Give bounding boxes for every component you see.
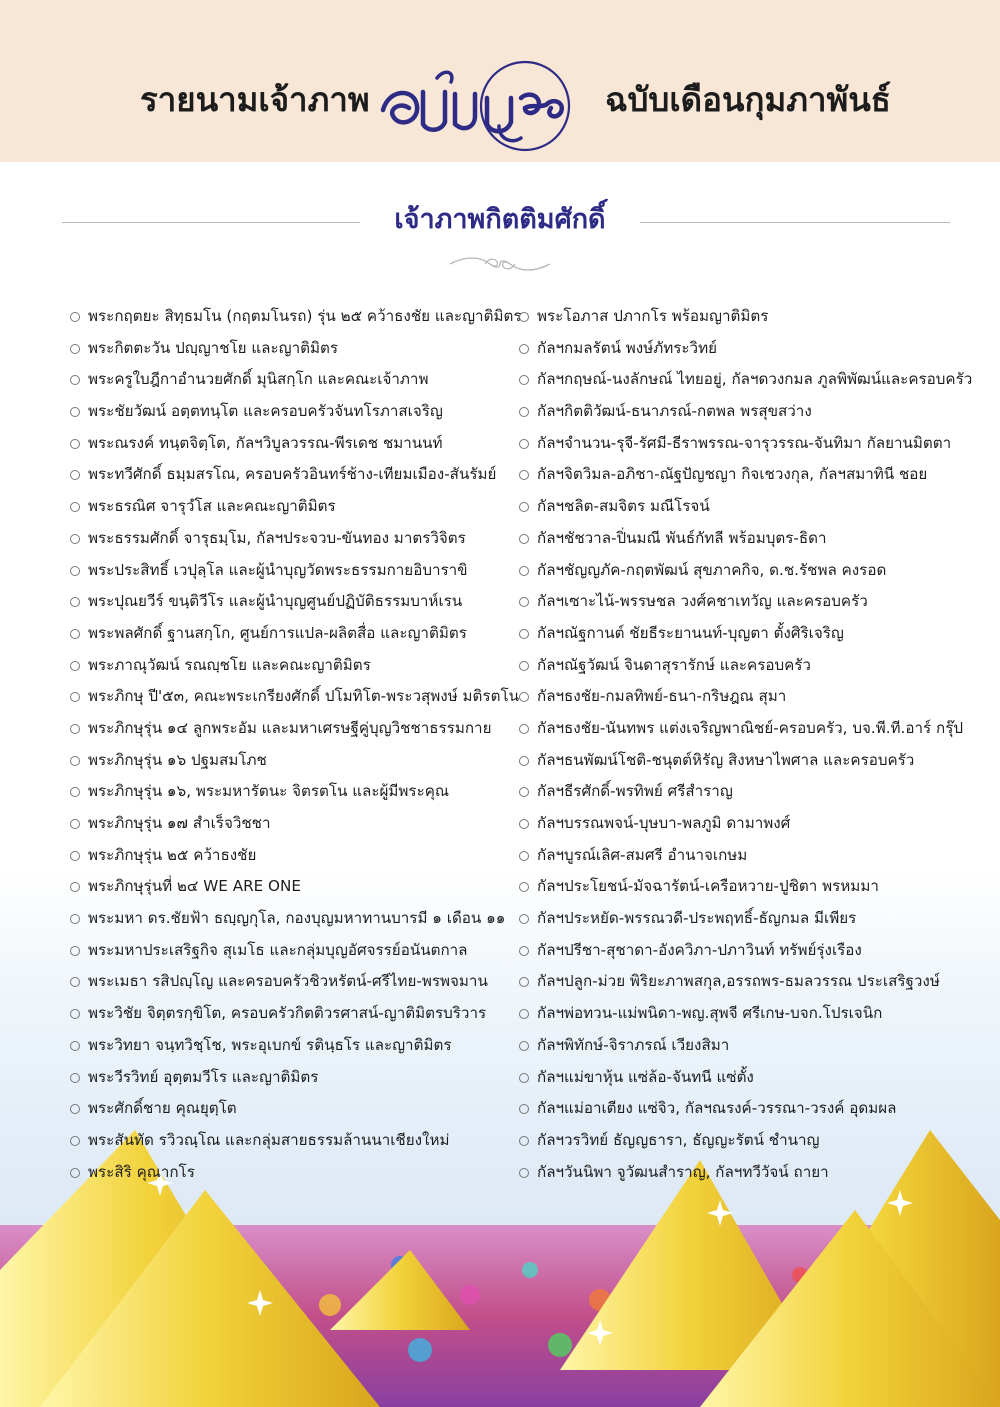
list-item xyxy=(517,1062,987,1094)
donor-name: กัลฯธนพัฒน์โชติ-ชนุตต์หิรัญ สิงหษาไพศาล และครอบครัว xyxy=(537,750,915,769)
bullet-circle-icon xyxy=(70,724,80,734)
donor-name: พระพลศักดิ์ ฐานสกฺโก, ศูนย์การแปล-ผลิตสื่อ และญาติมิตร xyxy=(88,623,467,642)
donor-name: กัลฯชัชวาล-ปิ่นมณี พันธ์กัทลี พร้อมบุตร-ธิดา xyxy=(537,528,827,547)
list-item xyxy=(68,491,520,523)
list-item xyxy=(517,1125,987,1157)
donor-name: กัลฯกิตติวัฒน์-ธนาภรณ์-กตพล พรสุขสว่าง xyxy=(537,402,812,421)
bullet-circle-icon xyxy=(70,756,80,766)
list-item xyxy=(68,650,520,682)
donor-name: พระสิริ คุณากโร xyxy=(88,1162,195,1181)
bullet-circle-icon xyxy=(519,946,529,956)
bullet-circle-icon xyxy=(70,344,80,354)
bullet-circle-icon xyxy=(70,1009,80,1019)
bullet-circle-icon xyxy=(70,439,80,449)
donor-name: กัลฯแม่ขาหุ้น แซ่ล้อ-จันทนี แซ่ตั้ง xyxy=(537,1067,754,1086)
donor-name: พระภิกษุรุ่น ๒๕ คว้าธงชัย xyxy=(88,845,257,864)
bullet-circle-icon xyxy=(70,534,80,544)
bullet-circle-icon xyxy=(519,344,529,354)
list-item xyxy=(68,776,520,808)
bullet-circle-icon xyxy=(519,597,529,607)
donor-name: พระชัยวัฒน์ อตฺตทนฺโต และครอบครัวจันทโรภาสเจริญ xyxy=(88,402,443,421)
bullet-circle-icon xyxy=(519,819,529,829)
bullet-circle-icon xyxy=(70,1073,80,1083)
bullet-circle-icon xyxy=(519,312,529,322)
list-item xyxy=(68,523,520,555)
list-item xyxy=(517,459,987,491)
donor-name: กัลฯจิตวิมล-อภิชา-ณัฐปัญชญา กิจเชวงกุล, กัลฯสมาทินี ชอย xyxy=(537,465,928,484)
bullet-circle-icon xyxy=(519,756,529,766)
list-item xyxy=(68,428,520,460)
list-item xyxy=(68,618,520,650)
section-title: เจ้าภาพกิตติมศักดิ์ xyxy=(394,204,606,235)
list-item xyxy=(517,364,987,396)
donor-name: พระภาณุวัฒน์ รณญฺชโย และคณะญาติมิตร xyxy=(88,655,371,674)
donor-name: กัลฯวรวิทย์ ธัญญธารา, ธัญญะรัตน์ ชำนาญ xyxy=(537,1130,820,1149)
bullet-circle-icon xyxy=(519,407,529,417)
list-item xyxy=(517,396,987,428)
donor-name: กัลฯเซาะไน้-พรรษชล วงศ์คชาเทวัญ และครอบครัว xyxy=(537,592,868,611)
bullet-circle-icon xyxy=(519,502,529,512)
header-title-right: ฉบับเดือนกุมภาพันธ์ xyxy=(605,80,891,119)
donor-name: พระโอภาส ปภากโร พร้อมญาติมิตร xyxy=(537,307,769,325)
bullet-circle-icon xyxy=(519,1041,529,1051)
donor-name: พระณรงค์ ทนฺตจิตฺโต, กัลฯวิบูลวรรณ-พีรเดช ชมานนท์ xyxy=(88,433,443,452)
bullet-circle-icon xyxy=(519,1168,529,1178)
donor-name: กัลฯปลูก-ม่วย พิริยะภาพสกุล,อรรถพร-ธมลวรรณ ประเสริฐวงษ์ xyxy=(537,972,940,991)
bullet-circle-icon xyxy=(519,566,529,576)
bullet-circle-icon xyxy=(70,1041,80,1051)
donor-name: พระวีรวิทย์ อุตฺตมวีโร และญาติมิตร xyxy=(88,1067,319,1086)
list-item xyxy=(68,840,520,872)
list-item xyxy=(68,871,520,903)
list-item xyxy=(68,459,520,491)
bullet-circle-icon xyxy=(519,470,529,480)
donor-name: กัลฯประหยัด-พรรณวดี-ประพฤทธิ์-ธัญกมล มีเพียร xyxy=(537,909,857,928)
list-item xyxy=(517,428,987,460)
list-item xyxy=(517,808,987,840)
bullet-circle-icon xyxy=(70,407,80,417)
bullet-circle-icon xyxy=(70,882,80,892)
donor-name: กัลฯวันนิพา จูวัฒนสำราญ, กัลฯทวีวัจน์ ถายา xyxy=(537,1162,829,1181)
bullet-circle-icon xyxy=(519,692,529,702)
bullet-circle-icon xyxy=(70,692,80,702)
donor-name: พระครูใบฎีกาอำนวยศักดิ์ มุนิสกฺโก และคณะเจ้าภาพ xyxy=(88,370,429,389)
list-item xyxy=(517,903,987,935)
list-item xyxy=(68,713,520,745)
bullet-circle-icon xyxy=(70,914,80,924)
list-item xyxy=(68,681,520,713)
donor-name: พระภิกษุ ปี'๕๓, คณะพระเกรียงศักดิ์ ปโมทิโต-พระวสุพงษ์ มติรตโน xyxy=(88,687,519,706)
bullet-circle-icon xyxy=(70,819,80,829)
donor-name: พระวิทยา จนฺทวิชฺโช, พระอุเบกข์ รตินฺธโร และญาติมิตร xyxy=(88,1035,452,1054)
list-item xyxy=(517,998,987,1030)
bullet-circle-icon xyxy=(519,1009,529,1019)
donor-name: พระกิตตะวัน ปญฺญาชโย และญาติมิตร xyxy=(88,338,339,357)
list-item xyxy=(517,650,987,682)
list-item xyxy=(517,871,987,903)
bullet-circle-icon xyxy=(70,566,80,576)
list-item xyxy=(68,903,520,935)
yu-nai-bun-logo xyxy=(375,58,600,158)
list-item xyxy=(68,998,520,1030)
donor-name: กัลฯประโยชน์-มัจฉารัตน์-เครือหวาย-ปูชิตา พรหมมา xyxy=(537,877,879,896)
bullet-circle-icon xyxy=(519,851,529,861)
list-item xyxy=(517,745,987,777)
donor-name: พระธรณิศ จารุวํโส และคณะญาติมิตร xyxy=(88,497,336,516)
list-item xyxy=(68,396,520,428)
donor-name: พระประสิทธิ์ เวปุลฺโล และผู้นำบุญวัดพระธรรมกายอิบาราขิ xyxy=(88,560,468,579)
donor-name: กัลฯชัญญภัค-กฤตพัฒน์ สุขภาคกิจ, ด.ช.รัชพล คงรอด xyxy=(537,560,887,579)
donor-name: กัลฯธงชัย-กมลทิพย์-ธนา-กริษฎณ สุมา xyxy=(537,687,787,706)
bullet-circle-icon xyxy=(70,1136,80,1146)
donor-name: กัลฯกฤษณ์-นงลักษณ์ ไทยอยู่, กัลฯดวงกมล ภูลพิพัฒน์และครอบครัว xyxy=(537,370,973,389)
list-item xyxy=(517,840,987,872)
donor-name: พระธรรมศักดิ์ จารุธมฺโม, กัลฯประจวบ-ขันทอง มาตรวิจิตร xyxy=(88,528,466,547)
donor-name: กัลฯธีรศักดิ์-พรทิพย์ ศรีสำราญ xyxy=(537,782,733,801)
donor-name: พระทวีศักดิ์ ธมฺมสรโณ, ครอบครัวอินทร์ช้าง-เทียมเมือง-สันรัมย์ xyxy=(88,465,497,484)
bullet-circle-icon xyxy=(70,851,80,861)
donor-name: กัลฯพิทักษ์-จิราภรณ์ เวียงสิมา xyxy=(537,1035,730,1054)
donor-name: กัลฯปรีชา-สุชาดา-อังควิภา-ปภาวินท์ ทรัพย์รุ่งเรือง xyxy=(537,940,862,959)
bullet-circle-icon xyxy=(70,1168,80,1178)
list-item xyxy=(517,713,987,745)
bullet-circle-icon xyxy=(70,375,80,385)
donor-list-left xyxy=(68,301,520,1188)
donor-name: กัลฯณัฐวัฒน์ จินดาสุรารักษ์ และครอบครัว xyxy=(537,655,811,674)
list-item xyxy=(68,1093,520,1125)
bullet-circle-icon xyxy=(70,470,80,480)
list-item xyxy=(517,523,987,555)
list-item xyxy=(68,333,520,365)
donor-list-right xyxy=(517,301,987,1188)
donor-name: พระภิกษุรุ่น ๑๖, พระมหารัตนะ จิตรตโน และผู้มีพระคุณ xyxy=(88,782,449,801)
list-item xyxy=(68,586,520,618)
donor-name: กัลฯชลิต-สมจิตร มณีโรจน์ xyxy=(537,497,710,516)
bullet-circle-icon xyxy=(519,914,529,924)
donor-name: กัลฯบรรณพจน์-บุษบา-พลภูมิ ดามาพงศ์ xyxy=(537,814,791,832)
bullet-circle-icon xyxy=(70,502,80,512)
logo-graphic xyxy=(375,58,600,158)
donor-name: พระภิกษุรุ่น ๑๔ ลูกพระอัม และมหาเศรษฐีคู่บุญวิชชาธรรมกาย xyxy=(88,718,492,737)
bullet-circle-icon xyxy=(519,787,529,797)
list-item xyxy=(517,1157,987,1189)
list-item xyxy=(68,1125,520,1157)
bullet-circle-icon xyxy=(70,629,80,639)
donor-name: พระกฤตยะ สิทฺธมโน (กฤตมโนรถ) รุ่น ๒๕ คว้าธงชัย และญาติมิตร xyxy=(88,307,522,325)
bullet-circle-icon xyxy=(70,661,80,671)
list-item xyxy=(517,935,987,967)
list-item xyxy=(68,1030,520,1062)
donor-name: กัลฯธงชัย-นันทพร แต่งเจริญพาณิชย์-ครอบครัว, บจ.พี.ที.อาร์ กรุ๊ป xyxy=(537,718,963,737)
list-item xyxy=(68,935,520,967)
list-item xyxy=(517,301,987,333)
list-item xyxy=(517,555,987,587)
donor-name: พระภิกษุรุ่นที่ ๒๔ WE ARE ONE xyxy=(88,877,301,896)
donor-name: พระสันทัด รวิวณฺโณ และกลุ่มสายธรรมล้านนาเชียงใหม่ xyxy=(88,1130,450,1149)
header-title-left: รายนามเจ้าภาพ xyxy=(140,80,370,119)
list-item xyxy=(68,808,520,840)
bullet-circle-icon xyxy=(70,1104,80,1114)
bullet-circle-icon xyxy=(519,375,529,385)
list-item xyxy=(517,491,987,523)
list-item xyxy=(517,1093,987,1125)
list-item xyxy=(517,1030,987,1062)
list-item xyxy=(68,1157,520,1189)
bullet-circle-icon xyxy=(70,597,80,607)
list-item xyxy=(68,966,520,998)
donor-name: พระเมธา รสิปญฺโญ และครอบครัวชิวหรัตน์-ศรีไทย-พรพจมาน xyxy=(88,972,488,991)
list-item xyxy=(517,966,987,998)
donor-name: กัลฯณัฐกานต์ ชัยธีระยานนท์-บุญตา ตั้งศิริเจริญ xyxy=(537,623,844,642)
bullet-circle-icon xyxy=(519,534,529,544)
donor-name: พระมหา ดร.ชัยฟ้า ธญฺญกุโล, กองบุญมหาทานบารมี ๑ เดือน ๑๑ xyxy=(88,909,506,928)
donor-name: พระภิกษุรุ่น ๑๗ สำเร็จวิชชา xyxy=(88,814,271,832)
list-item xyxy=(68,555,520,587)
bullet-circle-icon xyxy=(519,1136,529,1146)
bullet-circle-icon xyxy=(70,946,80,956)
list-item xyxy=(517,618,987,650)
list-item xyxy=(68,1062,520,1094)
list-item xyxy=(68,364,520,396)
donor-name: กัลฯพ่อทวน-แม่พนิดา-พญ.สุพจี ศรีเกษ-บจก.โปรเจนิก xyxy=(537,1004,883,1023)
donor-name: พระมหาประเสริฐกิจ สุเมโธ และกลุ่มบุญอัศจรรย์อนันตกาล xyxy=(88,940,468,959)
bullet-circle-icon xyxy=(519,439,529,449)
donor-name: กัลฯกมลรัตน์ พงษ์ภัทระวิทย์ xyxy=(537,338,717,357)
donor-name: พระปุณยวีร์ ขนฺติวีโร และผู้นำบุญศูนย์ปฏิบัติธรรมบาห์เรน xyxy=(88,592,463,611)
ornament-flourish-icon xyxy=(445,252,555,276)
bullet-circle-icon xyxy=(519,1104,529,1114)
list-item xyxy=(517,776,987,808)
list-item xyxy=(517,333,987,365)
bullet-circle-icon xyxy=(519,977,529,987)
bullet-circle-icon xyxy=(70,787,80,797)
bullet-circle-icon xyxy=(519,882,529,892)
donor-name: พระศักดิ์ชาย คุณยุตฺโต xyxy=(88,1099,237,1118)
bullet-circle-icon xyxy=(519,724,529,734)
bullet-circle-icon xyxy=(70,312,80,322)
list-item xyxy=(68,745,520,777)
list-item xyxy=(517,681,987,713)
bullet-circle-icon xyxy=(519,629,529,639)
bullet-circle-icon xyxy=(519,1073,529,1083)
donor-name: พระวิชัย จิตฺตรกฺขิโต, ครอบครัวกิตติวรศาสน์-ญาติมิตรบริวาร xyxy=(88,1004,487,1023)
bullet-circle-icon xyxy=(70,977,80,987)
list-item xyxy=(68,301,520,333)
bullet-circle-icon xyxy=(519,661,529,671)
donor-name: กัลฯบูรณ์เลิศ-สมศรี อำนาจเกษม xyxy=(537,845,748,864)
donor-name: กัลฯแม่อาเตียง แซ่จิว, กัลฯณรงค์-วรรณา-วรงค์ อุดมผล xyxy=(537,1099,897,1118)
donor-name: พระภิกษุรุ่น ๑๖ ปฐมสมโภช xyxy=(88,750,267,769)
donor-name: กัลฯจำนวน-รุจี-รัศมี-ธีราพรรณ-จารุวรรณ-จันทิมา กัลยานมิตตา xyxy=(537,433,952,452)
list-item xyxy=(517,586,987,618)
